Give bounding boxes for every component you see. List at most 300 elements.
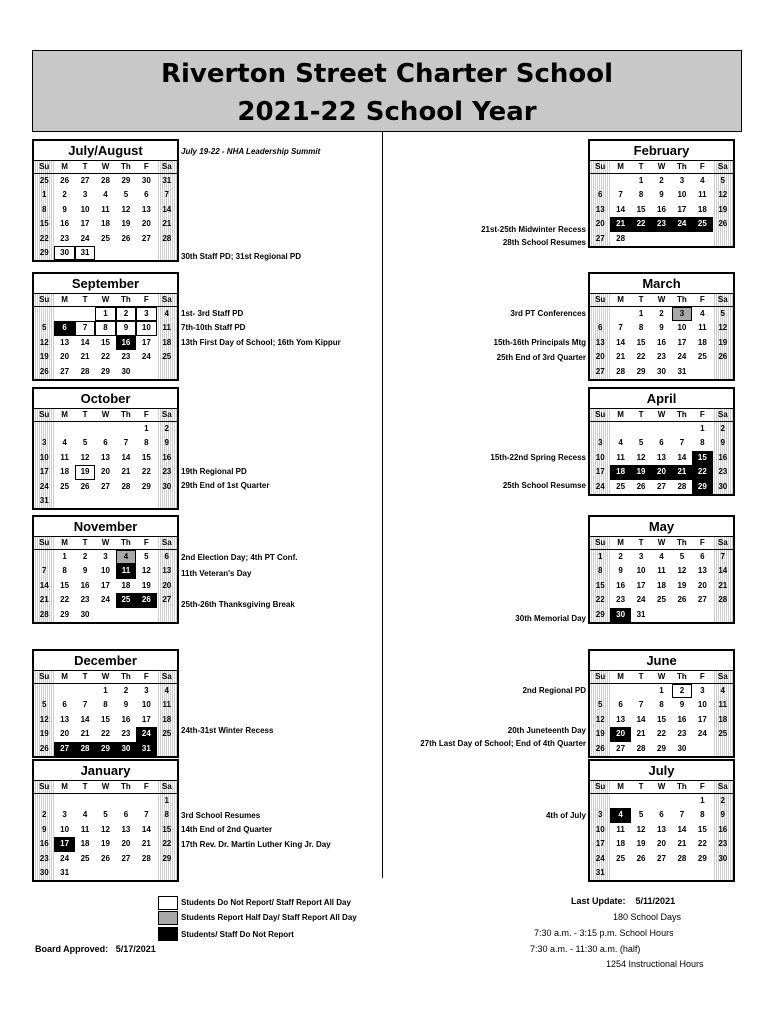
- day-cell: 8: [700, 438, 705, 448]
- month-title: June: [590, 651, 733, 671]
- day-cell: 28: [677, 853, 687, 863]
- day-cell: 20: [657, 839, 666, 849]
- weekday-label: M: [617, 782, 624, 791]
- day-cell: 10: [34, 451, 54, 465]
- day-cell: 15: [590, 579, 610, 593]
- weekday-label: Su: [590, 161, 610, 173]
- week-row: [590, 203, 733, 217]
- weekday-label: M: [617, 538, 624, 547]
- month-november: [32, 515, 179, 624]
- week-row: [34, 684, 177, 698]
- day-cell: [672, 232, 692, 246]
- day-cell: 5: [34, 321, 54, 335]
- day-cell: 18: [121, 580, 131, 590]
- day-cell: 1: [103, 686, 108, 695]
- instructional-hours: 1254 Instructional Hours: [606, 959, 704, 969]
- day-cell: 9: [618, 566, 623, 576]
- day-cell: 16: [34, 837, 54, 851]
- day-cell: 14: [141, 824, 151, 834]
- board-approved-label: Board Approved:: [35, 944, 109, 954]
- day-cell: 12: [34, 713, 54, 727]
- day-cell: 4: [157, 684, 177, 698]
- day-cell: 4: [62, 438, 67, 448]
- day-cell: 18: [713, 713, 733, 727]
- day-cell: 8: [659, 700, 664, 710]
- day-cell: 29: [95, 742, 115, 756]
- note-jan-end-q2: 14th End of 2nd Quarter: [181, 825, 273, 834]
- day-cell: 10: [590, 451, 610, 465]
- weekday-label: W: [101, 410, 110, 419]
- day-cell: 5: [123, 190, 129, 200]
- day-cell: [116, 422, 136, 436]
- week-row: [34, 564, 177, 578]
- day-cell: [631, 232, 651, 246]
- day-cell: 12: [141, 566, 151, 576]
- day-cell: 2: [82, 552, 88, 561]
- day-cell: 2: [618, 552, 623, 561]
- month-title: September: [34, 274, 177, 294]
- day-cell: 20: [60, 729, 70, 739]
- weekday-header: [34, 294, 177, 307]
- day-cell: 9: [713, 808, 733, 822]
- week-row: [34, 321, 177, 335]
- day-cell: 27: [101, 481, 110, 491]
- day-cell: [95, 494, 115, 508]
- day-cell: [136, 794, 156, 808]
- week-row: [590, 713, 733, 727]
- week-row: [590, 698, 733, 712]
- day-cell: 3: [672, 307, 692, 321]
- day-cell: 14: [616, 204, 626, 214]
- note-oct-end-q1: 29th End of 1st Quarter: [181, 481, 270, 490]
- day-cell: 19: [121, 219, 131, 229]
- week-row: [590, 436, 733, 450]
- weekday-label: Su: [34, 671, 54, 683]
- week-row: [34, 174, 177, 188]
- week-row: [34, 336, 177, 350]
- weekday-label: Sa: [713, 409, 733, 421]
- day-cell: 12: [636, 824, 646, 834]
- day-cell: 7: [638, 700, 644, 710]
- day-cell: [610, 684, 630, 698]
- week-row: [590, 480, 733, 494]
- day-cell: 7: [144, 810, 149, 820]
- day-cell: [136, 494, 156, 508]
- legend-swatch-no-report: [158, 896, 178, 910]
- day-cell: 7: [713, 550, 733, 564]
- day-cell: 6: [123, 810, 129, 820]
- week-row: [590, 823, 733, 837]
- board-approved-date: 5/17/2021: [115, 944, 156, 954]
- center-divider: [382, 132, 383, 878]
- day-cell: 24: [590, 480, 610, 494]
- day-cell: 8: [590, 564, 610, 578]
- day-cell: 3: [700, 686, 705, 695]
- day-cell: 21: [80, 729, 90, 739]
- day-cell: 7: [618, 323, 623, 333]
- day-cell: 4: [116, 550, 136, 564]
- note-nov-veterans: 11th Veteran's Day: [181, 569, 252, 578]
- weekday-label: W: [657, 295, 666, 304]
- day-cell: 26: [590, 742, 610, 756]
- weekday-header: [34, 161, 177, 174]
- week-row: [590, 465, 733, 479]
- day-cell: [692, 608, 712, 622]
- note-nov-election: 2nd Election Day; 4th PT Conf.: [181, 553, 298, 562]
- day-cell: 19: [631, 465, 651, 479]
- day-cell: 21: [157, 217, 177, 231]
- day-cell: 1: [638, 176, 644, 185]
- day-cell: 15: [101, 714, 110, 724]
- day-cell: 23: [60, 233, 70, 243]
- day-cell: 22: [636, 352, 646, 362]
- day-cell: 10: [136, 321, 156, 335]
- day-cell: 19: [713, 336, 733, 350]
- day-cell: 11: [116, 564, 136, 578]
- day-cell: 27: [697, 595, 707, 605]
- day-cell: 18: [60, 467, 70, 477]
- day-cell: 17: [636, 580, 646, 590]
- day-cell: 21: [672, 465, 692, 479]
- weekday-label: F: [699, 162, 705, 171]
- day-cell: 14: [677, 452, 687, 462]
- weekday-label: Su: [590, 671, 610, 683]
- day-cell: [590, 684, 610, 698]
- day-cell: 16: [616, 580, 626, 590]
- day-cell: 21: [80, 352, 90, 362]
- weekday-header: [590, 671, 733, 684]
- day-cell: [692, 866, 712, 880]
- month-title: March: [590, 274, 733, 294]
- weekday-label: Sa: [713, 671, 733, 683]
- day-cell: 3: [103, 552, 108, 561]
- day-cell: 18: [610, 465, 630, 479]
- day-cell: 11: [657, 566, 666, 576]
- day-cell: [136, 246, 156, 260]
- day-cell: [157, 494, 177, 508]
- day-cell: 7: [75, 321, 95, 335]
- weekday-label: T: [82, 410, 88, 419]
- day-cell: [116, 246, 136, 260]
- month-title: April: [590, 389, 733, 409]
- day-cell: 7: [82, 700, 88, 710]
- day-cell: [631, 866, 651, 880]
- day-cell: 5: [34, 698, 54, 712]
- day-cell: [75, 494, 95, 508]
- month-title: January: [34, 761, 177, 781]
- weekday-label: F: [699, 538, 705, 547]
- day-cell: 9: [659, 190, 664, 200]
- week-row: [590, 866, 733, 880]
- day-cell: 10: [697, 700, 707, 710]
- day-cell: 28: [677, 481, 687, 491]
- week-row: [590, 350, 733, 364]
- week-row: [590, 188, 733, 202]
- week-row: [590, 684, 733, 698]
- day-cell: 22: [631, 217, 651, 231]
- day-cell: 27: [616, 743, 626, 753]
- weekday-label: M: [61, 782, 68, 791]
- weekday-header: [34, 537, 177, 550]
- note-jan-resumes: 3rd School Resumes: [181, 811, 261, 820]
- day-cell: 1: [700, 424, 705, 433]
- weekday-label: Su: [34, 294, 54, 306]
- day-cell: 11: [101, 204, 110, 214]
- weekday-label: M: [61, 672, 68, 681]
- day-cell: 5: [638, 438, 644, 448]
- day-cell: 11: [60, 452, 69, 462]
- day-cell: 10: [590, 823, 610, 837]
- week-row: [34, 713, 177, 727]
- day-cell: 7: [618, 190, 623, 200]
- day-cell: 3: [34, 436, 54, 450]
- day-cell: 11: [157, 698, 177, 712]
- day-cell: 20: [101, 467, 110, 477]
- day-cell: 30: [157, 480, 177, 494]
- day-cell: [157, 866, 177, 880]
- day-cell: 17: [34, 465, 54, 479]
- day-cell: 25: [157, 350, 177, 364]
- week-row: [34, 593, 177, 607]
- weekday-label: W: [657, 782, 666, 791]
- school-name: Riverton Street Charter School: [160, 59, 614, 89]
- week-row: [34, 365, 177, 379]
- weekday-label: Th: [121, 162, 131, 171]
- day-cell: 5: [82, 438, 88, 448]
- day-cell: 2: [116, 307, 136, 321]
- day-cell: 9: [679, 700, 685, 710]
- day-cell: 4: [610, 808, 630, 822]
- weekday-label: Th: [121, 410, 131, 419]
- weekday-label: T: [638, 410, 644, 419]
- day-cell: 5: [679, 552, 685, 561]
- month-may: [588, 515, 735, 624]
- weekday-label: Su: [590, 537, 610, 549]
- day-cell: 2: [123, 686, 129, 695]
- day-cell: 14: [616, 337, 626, 347]
- day-cell: 7: [34, 564, 54, 578]
- day-cell: 4: [713, 684, 733, 698]
- day-cell: 25: [116, 593, 136, 607]
- school-days: 180 School Days: [613, 912, 682, 922]
- day-cell: [54, 307, 74, 321]
- day-cell: 26: [121, 233, 131, 243]
- day-cell: [590, 422, 610, 436]
- note-jul-fourth: 4th of July: [545, 811, 586, 820]
- day-cell: 19: [34, 727, 54, 741]
- week-row: [34, 698, 177, 712]
- day-cell: 17: [101, 580, 110, 590]
- day-cell: 5: [713, 174, 733, 188]
- day-cell: 1: [157, 794, 177, 808]
- weekday-label: F: [699, 672, 705, 681]
- day-cell: 22: [141, 467, 151, 477]
- month-title: December: [34, 651, 177, 671]
- day-cell: 20: [157, 579, 177, 593]
- school-hours: 7:30 a.m. - 3:15 p.m. School Hours: [534, 928, 674, 938]
- day-cell: [75, 866, 95, 880]
- weekday-label: M: [61, 162, 68, 171]
- day-cell: 21: [713, 579, 733, 593]
- day-cell: 9: [34, 823, 54, 837]
- day-cell: [610, 866, 630, 880]
- legend-swatch-half-day: [158, 911, 178, 925]
- day-cell: [631, 794, 651, 808]
- day-cell: 4: [157, 307, 177, 321]
- weekday-label: T: [638, 782, 644, 791]
- day-cell: [95, 866, 115, 880]
- day-cell: 1: [659, 686, 664, 695]
- day-cell: 26: [636, 481, 646, 491]
- day-cell: 17: [54, 837, 74, 851]
- day-cell: 22: [101, 352, 110, 362]
- day-cell: 24: [590, 852, 610, 866]
- day-cell: 3: [590, 436, 610, 450]
- day-cell: 21: [121, 467, 131, 477]
- day-cell: [631, 422, 651, 436]
- day-cell: 13: [590, 203, 610, 217]
- week-row: [34, 436, 177, 450]
- day-cell: [651, 608, 671, 622]
- day-cell: 7: [679, 438, 685, 448]
- day-cell: 1: [590, 550, 610, 564]
- day-cell: 24: [636, 595, 646, 605]
- day-cell: 16: [657, 337, 666, 347]
- day-cell: 18: [657, 580, 666, 590]
- note-sep-staff-pd-2: 7th-10th Staff PD: [181, 323, 246, 332]
- day-cell: [672, 608, 692, 622]
- day-cell: [34, 684, 54, 698]
- note-jan-mlk: 17th Rev. Dr. Martin Luther King Jr. Day: [181, 840, 331, 849]
- day-cell: 28: [141, 853, 151, 863]
- note-feb-resumes: 28th School Resumes: [502, 238, 586, 247]
- note-leadership-summit: July 19-22 - NHA Leadership Summit: [181, 147, 321, 156]
- board-approved: [35, 944, 156, 954]
- day-cell: 19: [75, 465, 95, 479]
- day-cell: 7: [157, 188, 177, 202]
- day-cell: 24: [80, 233, 90, 243]
- day-cell: 25: [616, 853, 626, 863]
- day-cell: 22: [697, 839, 707, 849]
- day-cell: 6: [700, 552, 705, 561]
- day-cell: 17: [590, 465, 610, 479]
- day-cell: 13: [590, 336, 610, 350]
- day-cell: 23: [677, 729, 687, 739]
- week-row: [34, 852, 177, 866]
- weekday-label: M: [617, 410, 624, 419]
- weekday-label: T: [82, 295, 88, 304]
- day-cell: [75, 794, 95, 808]
- day-cell: 12: [713, 321, 733, 335]
- day-cell: 5: [638, 810, 644, 820]
- day-cell: 15: [60, 580, 70, 590]
- day-cell: 26: [34, 365, 54, 379]
- day-cell: 11: [80, 824, 90, 834]
- day-cell: 30: [34, 866, 54, 880]
- day-cell: 13: [616, 714, 626, 724]
- day-cell: [157, 365, 177, 379]
- day-cell: 15: [692, 451, 712, 465]
- weekday-label: M: [617, 295, 624, 304]
- day-cell: 13: [657, 824, 666, 834]
- day-cell: 23: [657, 352, 666, 362]
- day-cell: [75, 422, 95, 436]
- day-cell: 22: [34, 232, 54, 246]
- weekday-label: Th: [677, 295, 687, 304]
- legend-label-off: Students/ Staff Do Not Report: [181, 930, 294, 939]
- day-cell: 9: [713, 436, 733, 450]
- day-cell: 18: [157, 713, 177, 727]
- day-cell: 23: [121, 729, 131, 739]
- day-cell: 22: [101, 729, 110, 739]
- day-cell: 9: [116, 321, 136, 335]
- day-cell: 28: [616, 233, 626, 243]
- week-row: [590, 365, 733, 379]
- week-row: [34, 203, 177, 217]
- day-cell: 19: [677, 580, 687, 590]
- day-cell: 8: [638, 190, 644, 200]
- day-cell: 5: [590, 698, 610, 712]
- day-cell: 24: [141, 352, 151, 362]
- day-cell: [116, 794, 136, 808]
- week-row: [590, 579, 733, 593]
- day-cell: 14: [713, 564, 733, 578]
- day-cell: 2: [157, 422, 177, 436]
- day-cell: 8: [95, 321, 115, 335]
- day-cell: 18: [101, 219, 110, 229]
- weekday-label: W: [101, 538, 110, 547]
- day-cell: 27: [657, 481, 666, 491]
- day-cell: 19: [141, 580, 151, 590]
- day-cell: 13: [101, 452, 110, 462]
- day-cell: 9: [157, 436, 177, 450]
- day-cell: 11: [616, 824, 625, 834]
- month-april: [588, 387, 735, 496]
- day-cell: [713, 232, 733, 246]
- week-row: [590, 808, 733, 822]
- day-cell: [651, 232, 671, 246]
- day-cell: 29: [697, 853, 707, 863]
- weekday-label: Th: [677, 538, 687, 547]
- day-cell: 8: [62, 566, 67, 576]
- day-cell: 30: [657, 366, 666, 376]
- day-cell: 1: [638, 309, 644, 318]
- day-cell: 29: [657, 743, 666, 753]
- last-update-label: Last Update:: [571, 896, 626, 906]
- day-cell: 31: [136, 742, 156, 756]
- day-cell: 8: [144, 438, 149, 448]
- week-row: [34, 480, 177, 494]
- day-cell: 14: [677, 824, 687, 834]
- day-cell: 2: [659, 176, 664, 185]
- day-cell: 30: [713, 852, 733, 866]
- day-cell: [54, 684, 74, 698]
- day-cell: 28: [713, 593, 733, 607]
- day-cell: 29: [692, 480, 712, 494]
- day-cell: [672, 794, 692, 808]
- weekday-label: Su: [34, 537, 54, 549]
- day-cell: 17: [677, 337, 687, 347]
- day-cell: 16: [713, 823, 733, 837]
- day-cell: 6: [659, 810, 664, 820]
- day-cell: 16: [713, 451, 733, 465]
- day-cell: 24: [101, 595, 110, 605]
- month-title: July/August: [34, 141, 177, 161]
- week-row: [34, 217, 177, 231]
- week-row: [34, 494, 177, 508]
- day-cell: 20: [121, 839, 131, 849]
- day-cell: 18: [157, 336, 177, 350]
